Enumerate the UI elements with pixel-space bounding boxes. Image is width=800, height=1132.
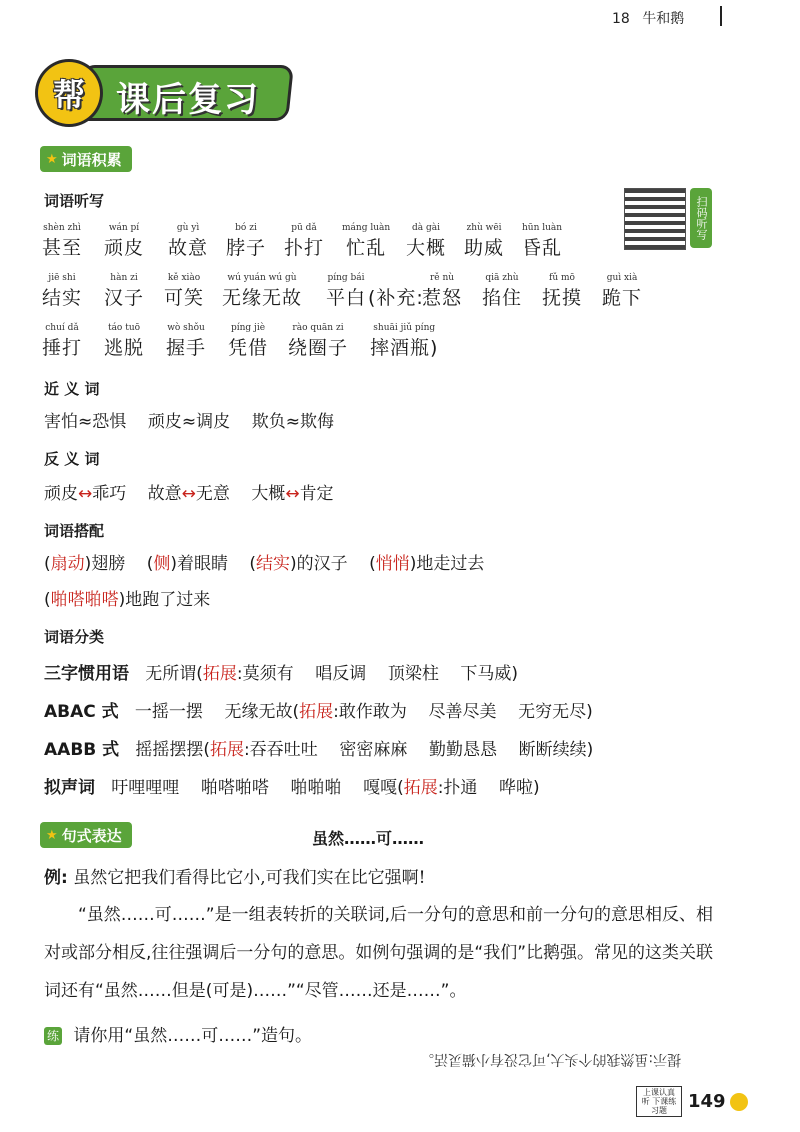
word-item: [164, 272, 204, 312]
word-item: [104, 322, 144, 362]
hanzi: 掐住: [482, 287, 523, 309]
banner-badge: [38, 62, 100, 124]
collocation-line-2: (啪嗒啪嗒)地跑了过来: [44, 590, 211, 610]
pinyin: pū dǎ: [291, 223, 317, 233]
hanzi: 大概: [406, 237, 447, 259]
section-tag-sentence: [40, 822, 132, 848]
pinyin: wú yuán wú gù: [227, 273, 297, 283]
word-item: [168, 222, 208, 262]
pinyin: qiā zhù: [485, 273, 519, 283]
hanzi: 惹怒: [422, 287, 463, 309]
pinyin: hūn luàn: [522, 223, 563, 233]
word-item: [602, 272, 642, 312]
word-item: [42, 272, 82, 312]
collocation-item: (扇动)翅膀: [44, 554, 126, 574]
page-footer: [636, 1086, 748, 1117]
hanzi: 汉子: [104, 287, 145, 309]
word-item: [464, 222, 504, 262]
hanzi: (补充:: [368, 287, 424, 309]
word-item: [104, 222, 144, 262]
pinyin: shèn zhì: [43, 223, 81, 233]
word-item: [422, 272, 462, 312]
pinyin: [368, 272, 424, 284]
hanzi: 故意: [168, 237, 209, 259]
hanzi: 抚摸: [542, 287, 583, 309]
synonyms-line: 害怕≈恐惧 顽皮≈调皮 欺负≈欺侮: [44, 412, 334, 432]
header-divider: [720, 6, 722, 26]
practice-icon: 练: [44, 1027, 62, 1045]
pinyin: guì xià: [606, 273, 638, 283]
qr-code-icon[interactable]: [624, 188, 686, 250]
antonym-pair: 大概↔肯定: [251, 484, 334, 504]
word-item: [542, 272, 582, 312]
hanzi: 平白: [326, 287, 367, 309]
hanzi: 逃脱: [104, 337, 145, 359]
antonyms-line: [44, 482, 350, 506]
page-number: 149: [688, 1091, 726, 1112]
hanzi: 可笑: [164, 287, 205, 309]
word-item: [406, 222, 446, 262]
synonyms-title: 近 义 词: [44, 380, 100, 398]
class-row: AABB 式 摇摇摆摆(拓展:吞吞吐吐 密密麻麻 勤勤恳恳 断断续续): [44, 740, 594, 760]
pinyin: fǔ mō: [549, 273, 575, 283]
classify-title: 词语分类: [44, 628, 105, 646]
pinyin: zhù wēi: [466, 223, 502, 233]
antonym-pair: 顽皮↔乖巧: [44, 484, 127, 504]
class-row: 拟声词 吁哩哩哩 啪嗒啪嗒 啪啪啪 嘎嘎(拓展:扑通 哗啦): [44, 778, 540, 798]
pinyin: dà gài: [412, 223, 440, 233]
qr-label: 扫码听写: [690, 188, 712, 248]
word-item: [42, 222, 82, 262]
hanzi: 脖子: [226, 237, 267, 259]
pinyin: shuāi jiǔ píng: [373, 323, 436, 333]
dictation-title: 词语听写: [44, 192, 105, 210]
word-item: [522, 222, 562, 262]
class-row: 三字惯用语 无所谓(拓展:莫须有 唱反调 顶梁柱 下马威): [44, 664, 519, 684]
collocation-line-1: [44, 552, 500, 576]
review-banner: [34, 60, 296, 126]
hanzi: 捶打: [42, 337, 83, 359]
footer-slogan: 上课认真听 下课练习题: [636, 1086, 682, 1117]
collocation-item: (结实)的汉子: [249, 554, 348, 574]
example-line: [44, 866, 425, 890]
example-sentence: 虽然它把我们看得比它小,可我们实在比它强啊!: [73, 868, 426, 888]
hanzi: 昏乱: [522, 237, 563, 259]
supplement-label: [368, 272, 424, 312]
pinyin: máng luàn: [342, 223, 391, 233]
hanzi: 跪下: [602, 287, 643, 309]
pinyin: píng jiè: [230, 323, 266, 333]
explanation-paragraph: “虽然……可……”是一组表转折的关联词,后一分句的意思和前一分句的意思相反、相对或部分相反,往往强调后一分句的意思。如例句强调的是“我们”比鹅强。常见的这类关联词还有“虽然……但是(可是)……”“尽管……还是……”。: [44, 905, 714, 1001]
word-item: [104, 272, 144, 312]
word-item: [342, 222, 390, 262]
word-item: [326, 272, 366, 312]
practice-line: [44, 1024, 312, 1048]
practice-prompt: 请你用“虽然……可……”造句。: [73, 1026, 313, 1046]
collocation-item: (悄悄)地走过去: [369, 554, 485, 574]
collocation-item: (侧)着眼睛: [146, 554, 228, 574]
hanzi: 忙乱: [346, 237, 387, 259]
sentence-pattern: 虽然……可……: [312, 829, 425, 848]
section-tag-label: 词语积累: [61, 150, 122, 169]
hanzi: 握手: [166, 337, 207, 359]
antonym-pair: 故意↔无意: [147, 484, 230, 504]
pinyin: chuí dǎ: [45, 323, 79, 333]
word-item: [482, 272, 522, 312]
pinyin: kě xiào: [167, 273, 201, 283]
example-label: 例:: [44, 868, 68, 888]
pinyin: rào quān zi: [292, 323, 344, 333]
hanzi: 甚至: [42, 237, 83, 259]
pinyin: rě nù: [429, 273, 455, 283]
section-tag-label: 句式表达: [61, 826, 122, 845]
word-item: [370, 322, 438, 362]
hanzi: 摔酒瓶): [370, 337, 439, 359]
pinyin: bó zi: [235, 223, 257, 233]
lesson-number: 18: [612, 11, 630, 27]
word-item: [284, 222, 324, 262]
word-item: [166, 322, 206, 362]
word-item: [226, 222, 266, 262]
lesson-header: [612, 8, 684, 28]
star-icon: ★: [46, 151, 58, 167]
pinyin: jiē shi: [48, 273, 76, 283]
sun-icon: [730, 1093, 748, 1111]
pinyin: gù yì: [176, 223, 200, 233]
hanzi: 绕圈子: [288, 337, 349, 359]
badge-text: 帮: [52, 76, 85, 114]
word-item: [42, 322, 82, 362]
collocation-title: 词语搭配: [44, 522, 105, 540]
hanzi: 凭借: [228, 337, 269, 359]
hanzi: 扑打: [284, 237, 325, 259]
pinyin: píng bái: [327, 273, 365, 283]
hanzi: 无缘无故: [222, 287, 303, 309]
star-icon: ★: [46, 827, 58, 843]
pinyin: wán pí: [108, 223, 140, 233]
section-tag-vocabulary: [40, 146, 132, 172]
word-item: [228, 322, 268, 362]
hanzi: 助威: [464, 237, 505, 259]
hanzi: 结实: [42, 287, 83, 309]
class-row: ABAC 式 一摇一摆 无缘无故(拓展:敢作敢为 尽善尽美 无穷无尽): [44, 702, 593, 722]
pinyin: táo tuō: [107, 323, 141, 333]
banner-title: 课后复习: [116, 80, 260, 120]
word-item: [222, 272, 302, 312]
pinyin: wò shǒu: [167, 323, 205, 333]
pinyin: hàn zi: [110, 273, 138, 283]
hint-text-upside-down: 提示:虽然我的个头大,可它没有小猫灵活。: [420, 1051, 682, 1067]
word-item: [288, 322, 348, 362]
lesson-title: 牛和鹅: [642, 11, 685, 27]
hanzi: 顽皮: [104, 237, 145, 259]
antonyms-title: 反 义 词: [44, 450, 100, 468]
